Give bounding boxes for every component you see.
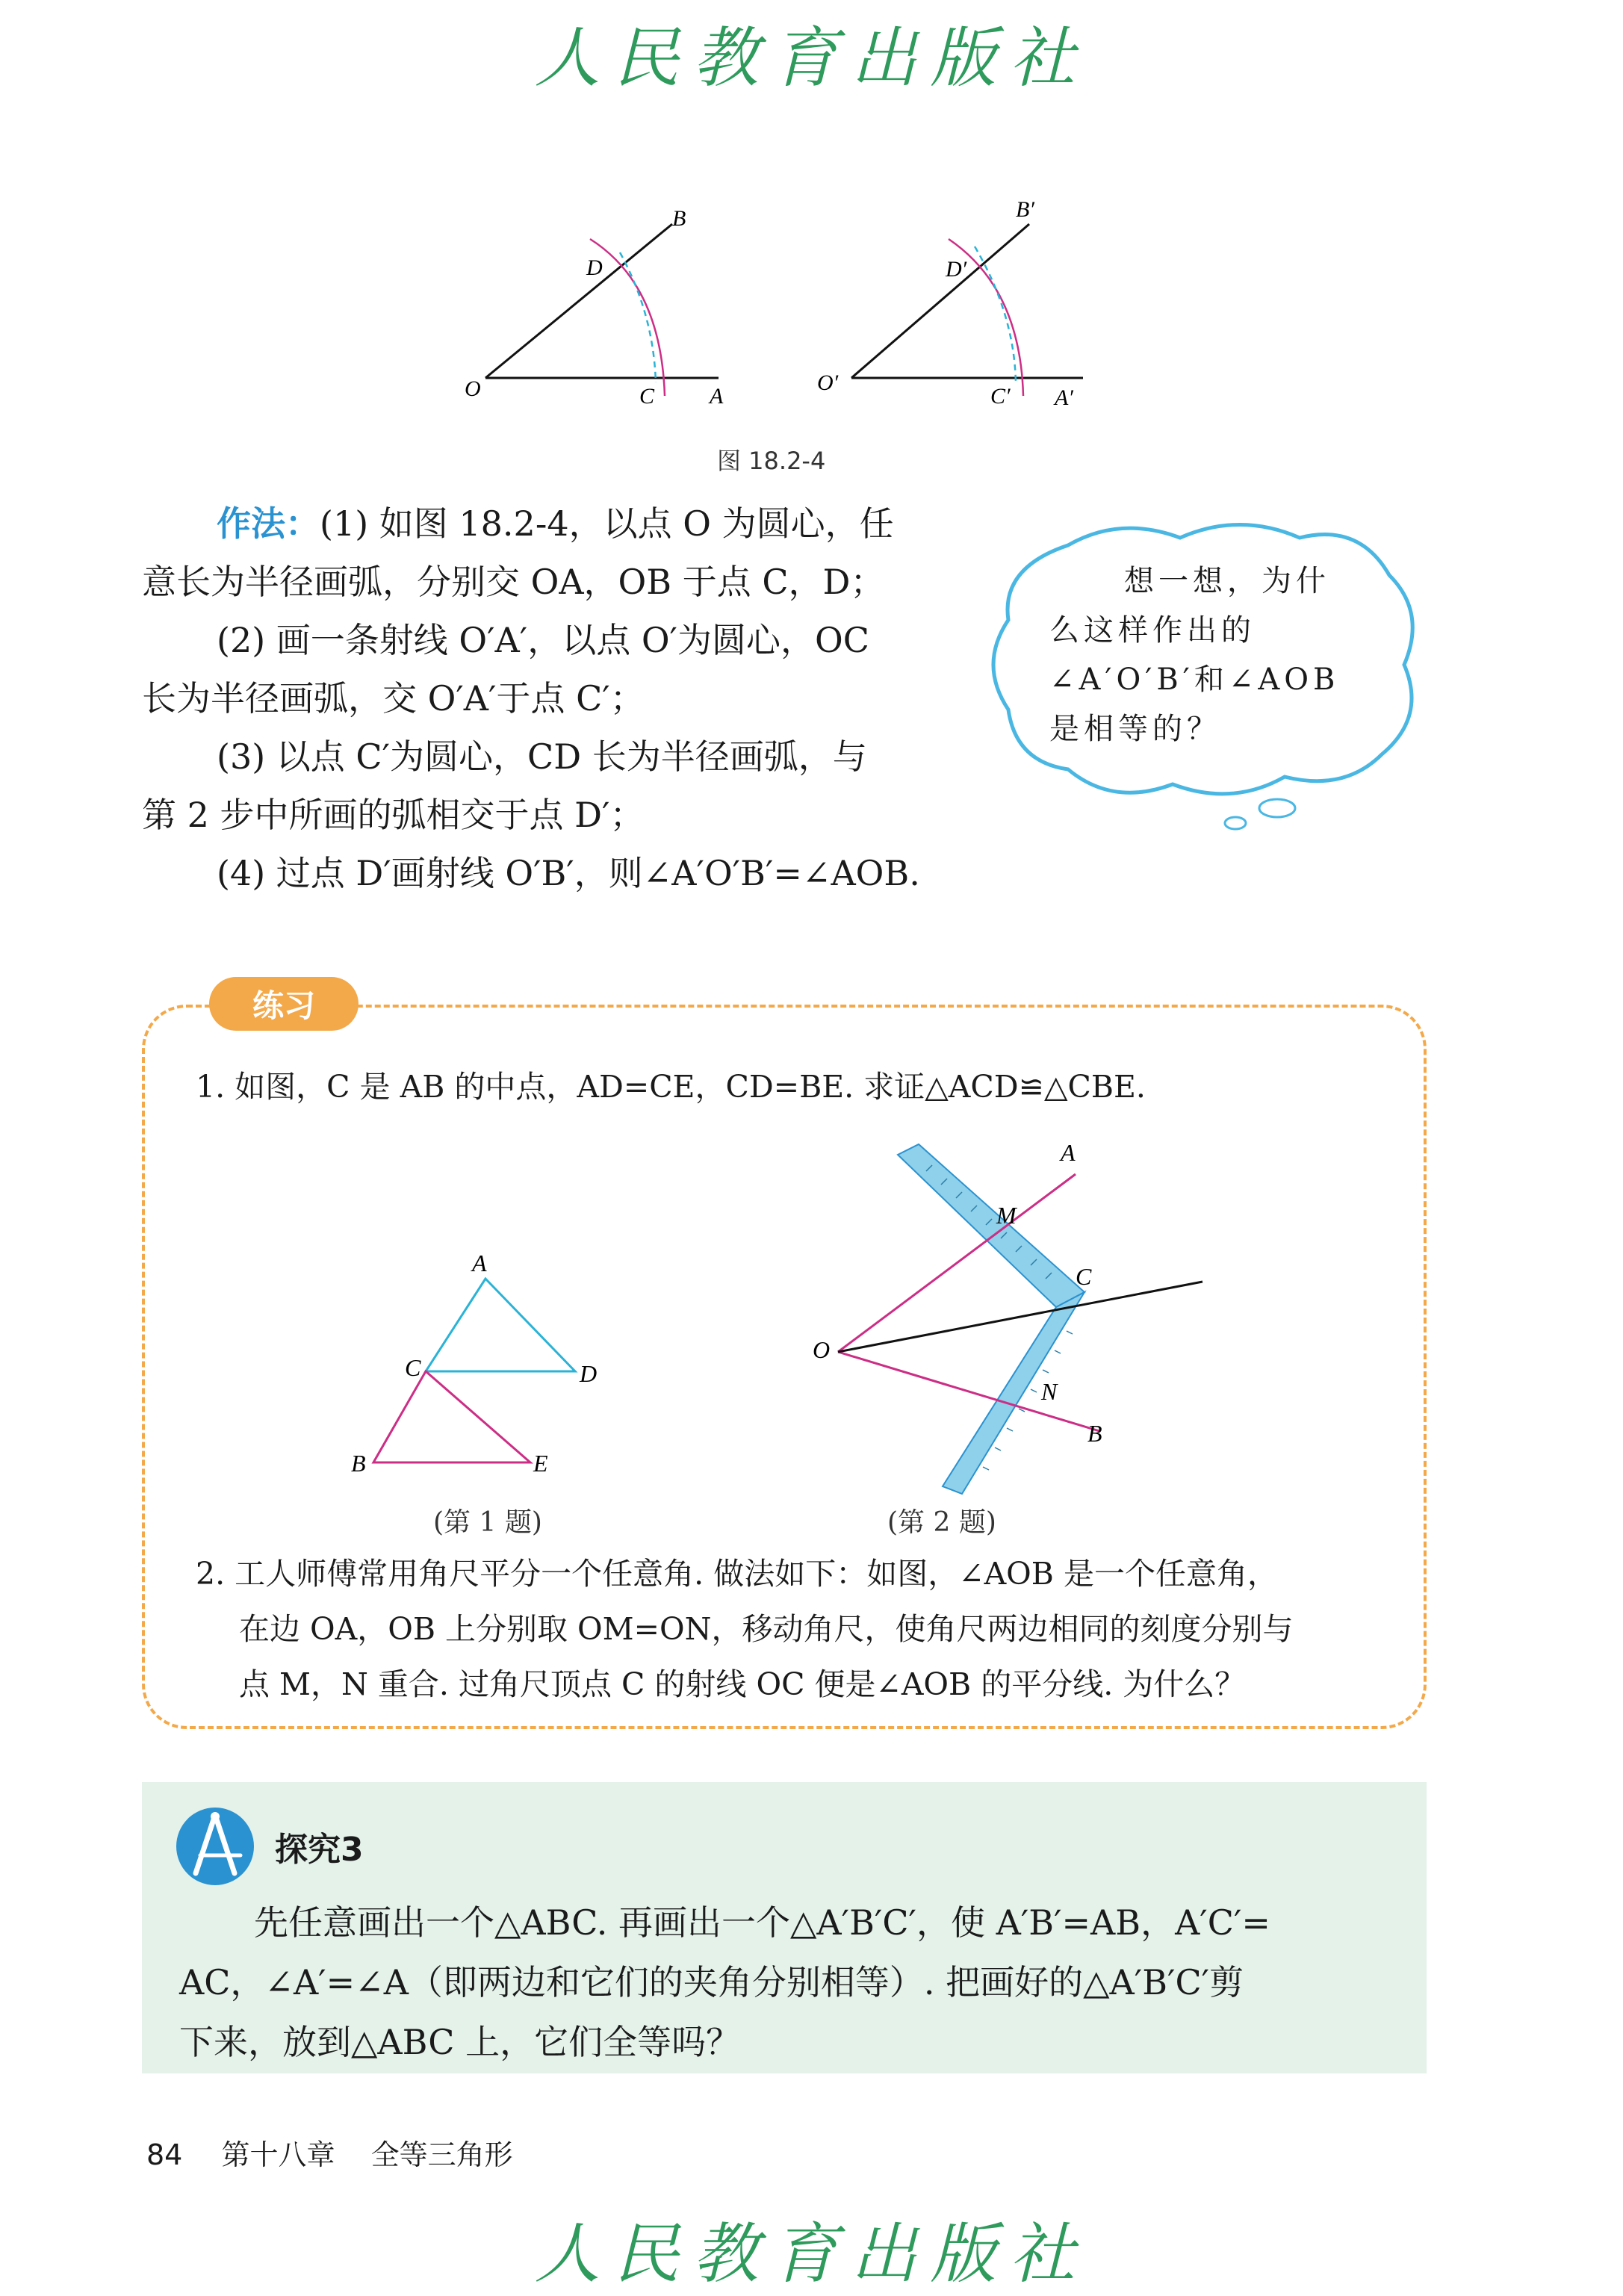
figure-18-2-4 (418, 187, 1195, 426)
fig1-label-D: D (580, 1360, 598, 1387)
method-step-1-line-1: 作法：(1) 如图 18.2-4，以点 O 为圆心，任 (217, 503, 894, 544)
fig-left-label-C: C (639, 384, 655, 409)
exercise-question-1: 1. 如图，C 是 AB 的中点，AD=CE，CD=BE. 求证△ACD≌△CBE. (196, 1069, 1146, 1105)
exercise-figure-1-caption: (第 1 题) (433, 1507, 542, 1538)
page-footer (146, 2132, 513, 2173)
fig-right-label-D: D′ (946, 257, 967, 282)
fig-left-label-O: O (465, 376, 481, 401)
fig-left-label-D: D (586, 255, 603, 280)
method-label: 作法： (217, 503, 320, 544)
fig-left-label-B: B (672, 206, 686, 231)
method-step-3-line-1: (3) 以点 C′为圆心，CD 长为半径画弧，与 (217, 736, 867, 777)
fig-right-label-C: C′ (990, 384, 1011, 409)
bubble-line-3: ∠A′O′B′和∠AOB (1049, 663, 1340, 697)
figure-caption: 图 18.2-4 (717, 447, 826, 475)
fig1-label-B: B (351, 1450, 366, 1477)
method-step-2-line-1: (2) 画一条射线 O′A′，以点 O′为圆心，OC (217, 620, 869, 660)
compass-icon (173, 1805, 257, 1888)
explore-line-2: AC，∠A′=∠A（即两边和它们的夹角分别相等）. 把画好的△A′B′C′剪 (179, 1962, 1244, 2002)
page-number: 84 (146, 2138, 183, 2171)
publisher-watermark-bottom: 人民教育出版社 (534, 2215, 1089, 2292)
method-step-2-line-2: 长为半径画弧，交 O′A′于点 C′； (142, 678, 645, 719)
exercise-title: 练习 (252, 987, 315, 1024)
explore-line-1: 先任意画出一个△ABC. 再画出一个△A′B′C′，使 A′B′=AB，A′C′= (254, 1902, 1270, 1943)
bubble-line-4: 是相等的？ (1049, 712, 1221, 746)
fig2-label-A: A (1061, 1139, 1076, 1166)
explore-line-3: 下来，放到△ABC 上，它们全等吗？ (179, 2022, 741, 2062)
exercise-question-2-line-3: 点 M，N 重合. 过角尺顶点 C 的射线 OC 便是∠AOB 的平分线. 为什么？ (239, 1666, 1246, 1702)
bubble-line-2: 么这样作出的 (1049, 613, 1256, 648)
fig2-label-B: B (1087, 1420, 1102, 1447)
exercise-figure-1 (351, 1247, 635, 1486)
fig2-label-O: O (813, 1336, 831, 1363)
fig1-label-C: C (405, 1354, 421, 1381)
fig2-label-C: C (1076, 1263, 1092, 1290)
publisher-watermark-top: 人民教育出版社 (534, 19, 1089, 96)
bubble-line-1: 想一想，为什 (1124, 564, 1330, 598)
exercise-title-badge (209, 977, 359, 1031)
method-step-3-line-2: 第 2 步中所画的弧相交于点 D′； (142, 795, 645, 835)
fig1-label-E: E (533, 1450, 548, 1477)
method-step-1-line-2: 意长为半径画弧，分别交 OA，OB 于点 C，D； (142, 562, 885, 602)
explore-title: 探究3 (275, 1831, 364, 1869)
fig2-label-N: N (1041, 1378, 1058, 1405)
exercise-question-2-line-1: 2. 工人师傅常用角尺平分一个任意角. 做法如下：如图，∠AOB 是一个任意角， (196, 1556, 1278, 1592)
fig-right-label-A: A′ (1055, 385, 1073, 410)
fig-left-label-A: A (710, 384, 724, 409)
fig-right-label-O: O′ (817, 370, 839, 395)
method-step-4-line-1: (4) 过点 D′画射线 O′B′，则∠A′O′B′=∠AOB. (217, 853, 920, 893)
fig1-label-A: A (472, 1250, 487, 1276)
exercise-figure-2 (807, 1135, 1225, 1501)
chapter-title: 全等三角形 (370, 2138, 513, 2171)
chapter-number: 第十八章 (221, 2138, 335, 2171)
exercise-question-2-line-2: 在边 OA，OB 上分别取 OM=ON，移动角尺，使角尺两边相同的刻度分别与 (239, 1611, 1294, 1647)
fig-right-label-B: B′ (1016, 197, 1034, 222)
thought-bubble-text (1049, 556, 1339, 754)
fig2-label-M: M (996, 1202, 1017, 1229)
exercise-figure-2-caption: (第 2 题) (887, 1507, 996, 1538)
